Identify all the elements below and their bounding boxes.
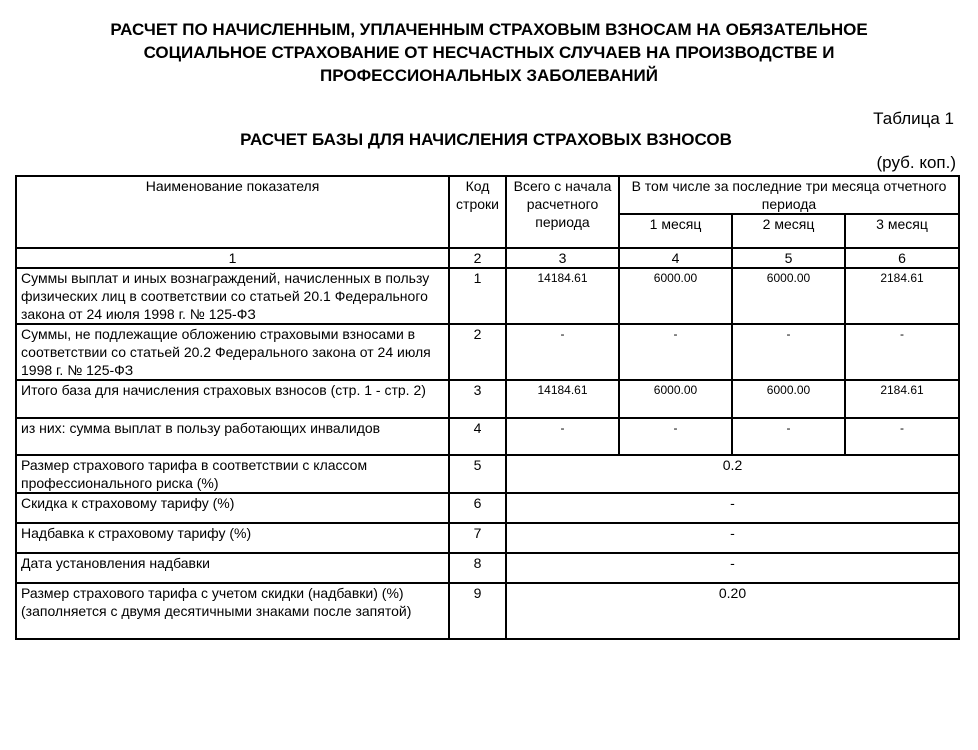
- row-label: Размер страхового тарифа с учетом скидки (надбавки) (%) (заполняется с двумя десятичными знаками после запятой): [16, 583, 449, 639]
- row-label: Итого база для начисления страховых взносов (стр. 1 - стр. 2): [16, 380, 449, 418]
- column-number: 2: [449, 248, 506, 268]
- row-label: Скидка к страховому тарифу (%): [16, 493, 449, 523]
- row-value: 0.20: [506, 583, 959, 639]
- row-month-1: -: [619, 324, 732, 380]
- table-title: РАСЧЕТ БАЗЫ ДЛЯ НАЧИСЛЕНИЯ СТРАХОВЫХ ВЗНОСОВ: [240, 130, 732, 149]
- row-month-2: -: [732, 324, 845, 380]
- row-code: 7: [449, 523, 506, 553]
- table-row: [16, 380, 959, 418]
- units-label: (руб. коп.): [876, 153, 956, 172]
- row-month-2: 6000.00: [732, 380, 845, 418]
- table-row: [16, 455, 959, 493]
- header-last-three-months: В том числе за последние три месяца отчетного периода: [619, 176, 959, 214]
- row-month-3: -: [845, 324, 959, 380]
- title-line: РАСЧЕТ ПО НАЧИСЛЕННЫМ, УПЛАЧЕННЫМ СТРАХОВЫМ ВЗНОСАМ НА ОБЯЗАТЕЛЬНОЕ: [110, 20, 868, 39]
- row-code: 4: [449, 418, 506, 455]
- row-label: Надбавка к страховому тарифу (%): [16, 523, 449, 553]
- row-code: 3: [449, 380, 506, 418]
- table-row: [16, 583, 959, 639]
- table-number: Таблица 1: [873, 109, 954, 128]
- row-label: Размер страхового тарифа в соответствии с классом профессионального риска (%): [16, 455, 449, 493]
- table-row: [16, 493, 959, 523]
- table-row: [16, 523, 959, 553]
- table-row: [16, 418, 959, 455]
- column-number: 6: [845, 248, 959, 268]
- row-code: 1: [449, 268, 506, 324]
- row-month-1: -: [619, 418, 732, 455]
- row-month-1: 6000.00: [619, 380, 732, 418]
- row-label: из них: сумма выплат в пользу работающих инвалидов: [16, 418, 449, 455]
- row-label: Суммы выплат и иных вознаграждений, начисленных в пользу физических лиц в соответствии со статьей 20.1 Федерального закона от 24 июля 1998 г. № 125-ФЗ: [16, 268, 449, 324]
- table-row: [16, 268, 959, 324]
- column-number: 1: [16, 248, 449, 268]
- row-code: 9: [449, 583, 506, 639]
- document-title: [40, 18, 938, 87]
- header-month-3: 3 месяц: [845, 214, 959, 248]
- header-code: Код строки: [449, 176, 506, 248]
- row-label: Дата установления надбавки: [16, 553, 449, 583]
- row-code: 8: [449, 553, 506, 583]
- row-value: -: [506, 523, 959, 553]
- column-number: 5: [732, 248, 845, 268]
- row-month-1: 6000.00: [619, 268, 732, 324]
- row-label: Суммы, не подлежащие обложению страховыми взносами в соответствии со статьей 20.2 Федерального закона от 24 июля 1998 г. № 125-ФЗ: [16, 324, 449, 380]
- column-number: 4: [619, 248, 732, 268]
- row-code: 6: [449, 493, 506, 523]
- row-value: -: [506, 553, 959, 583]
- header-total: Всего с начала расчетного периода: [506, 176, 619, 248]
- header-month-1: 1 месяц: [619, 214, 732, 248]
- title-line: ПРОФЕССИОНАЛЬНЫХ ЗАБОЛЕВАНИЙ: [320, 66, 658, 85]
- title-line: СОЦИАЛЬНОЕ СТРАХОВАНИЕ ОТ НЕСЧАСТНЫХ СЛУЧАЕВ НА ПРОИЗВОДСТВЕ И: [143, 43, 835, 62]
- table-row: [16, 324, 959, 380]
- row-total: -: [506, 324, 619, 380]
- row-value: -: [506, 493, 959, 523]
- column-number: 3: [506, 248, 619, 268]
- row-month-2: 6000.00: [732, 268, 845, 324]
- header-name: Наименование показателя: [16, 176, 449, 248]
- row-month-2: -: [732, 418, 845, 455]
- row-month-3: -: [845, 418, 959, 455]
- column-numbers-row: [16, 248, 959, 268]
- row-month-3: 2184.61: [845, 268, 959, 324]
- row-month-3: 2184.61: [845, 380, 959, 418]
- table-row: [16, 553, 959, 583]
- row-total: 14184.61: [506, 268, 619, 324]
- header-month-2: 2 месяц: [732, 214, 845, 248]
- row-code: 5: [449, 455, 506, 493]
- row-code: 2: [449, 324, 506, 380]
- row-value: 0.2: [506, 455, 959, 493]
- base-calculation-table: [15, 175, 960, 640]
- row-total: -: [506, 418, 619, 455]
- row-total: 14184.61: [506, 380, 619, 418]
